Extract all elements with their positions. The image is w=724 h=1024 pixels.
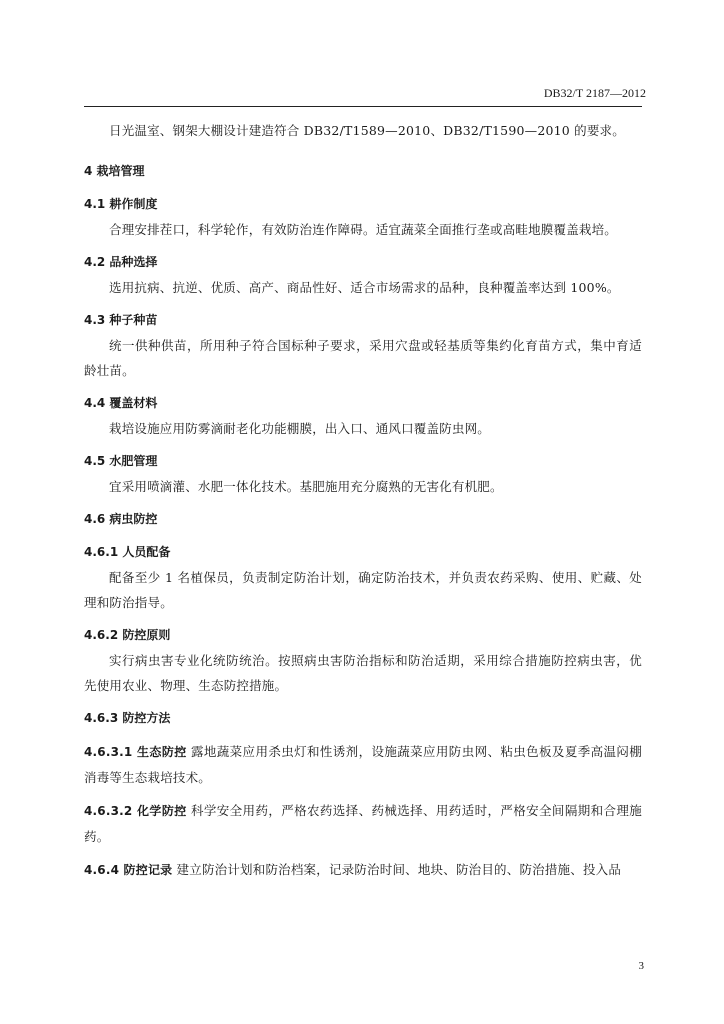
section-4-6-heading: 4.6 病虫防控	[84, 512, 158, 526]
section-4-6-4	[84, 857, 642, 883]
section-4-6-3-2-heading: 4.6.3.2 化学防控	[84, 804, 187, 818]
header-rule	[84, 106, 642, 107]
section-4-6-3-2-text: 科学安全用药，严格农药选择、药械选择、用药适时，严格安全间隔期和合理施药。	[84, 803, 642, 844]
section-4-4-text: 栽培设施应用防雾滴耐老化功能棚膜，出入口、通风口覆盖防虫网。	[109, 421, 491, 436]
section-4-6-3-1-text: 露地蔬菜应用杀虫灯和性诱剂，设施蔬菜应用防虫网、粘虫色板及夏季高温闷棚消毒等生态栽培技术。	[84, 744, 642, 785]
section-4-6-1-heading: 4.6.1 人员配备	[84, 545, 171, 559]
section-4-6-4-heading: 4.6.4 防控记录	[84, 863, 173, 877]
page-number: 3	[638, 960, 644, 972]
section-4-6-3-heading: 4.6.3 防控方法	[84, 711, 171, 725]
section-4-5-heading: 4.5 水肥管理	[84, 454, 158, 468]
standard-code: DB32/T 2187—2012	[543, 86, 646, 100]
document-body	[84, 118, 642, 883]
intro-paragraph: 日光温室、钢架大棚设计建造符合 DB32/T1589—2010、DB32/T1590—2010 的要求。	[109, 123, 625, 138]
section-4-6-3-1	[84, 739, 642, 790]
section-4-4-heading: 4.4 覆盖材料	[84, 396, 158, 410]
section-4-6-3-1-heading: 4.6.3.1 生态防控	[84, 745, 187, 759]
section-4-heading: 4 栽培管理	[84, 164, 145, 178]
section-4-6-2-text: 实行病虫害专业化统防统治。按照病虫害防治指标和防治适期，采用综合措施防控病虫害，优先使用农业、物理、生态防控措施。	[84, 653, 642, 693]
section-4-6-3-2	[84, 798, 642, 849]
section-4-2-heading: 4.2 品种选择	[84, 255, 158, 269]
section-4-1-heading: 4.1 耕作制度	[84, 197, 158, 211]
section-4-5-text: 宜采用喷滴灌、水肥一体化技术。基肥施用充分腐熟的无害化有机肥。	[109, 479, 503, 494]
section-4-6-4-text: 建立防治计划和防治档案，记录防治时间、地块、防治目的、防治措施、投入品	[176, 862, 622, 877]
section-4-3-text: 统一供种供苗，所用种子符合国标种子要求，采用穴盘或轻基质等集约化育苗方式，集中育适龄壮苗。	[84, 338, 642, 378]
section-4-3-heading: 4.3 种子种苗	[84, 313, 158, 327]
section-4-6-1-text: 配备至少 1 名植保员，负责制定防治计划，确定防治技术，并负责农药采购、使用、贮藏、处理和防治指导。	[84, 570, 642, 610]
section-4-6-2-heading: 4.6.2 防控原则	[84, 628, 171, 642]
section-4-2-text: 选用抗病、抗逆、优质、高产、商品性好、适合市场需求的品种，良种覆盖率达到 100%。	[109, 280, 620, 295]
section-4-1-text: 合理安排茬口，科学轮作，有效防治连作障碍。适宜蔬菜全面推行垄或高畦地膜覆盖栽培。	[109, 222, 618, 237]
